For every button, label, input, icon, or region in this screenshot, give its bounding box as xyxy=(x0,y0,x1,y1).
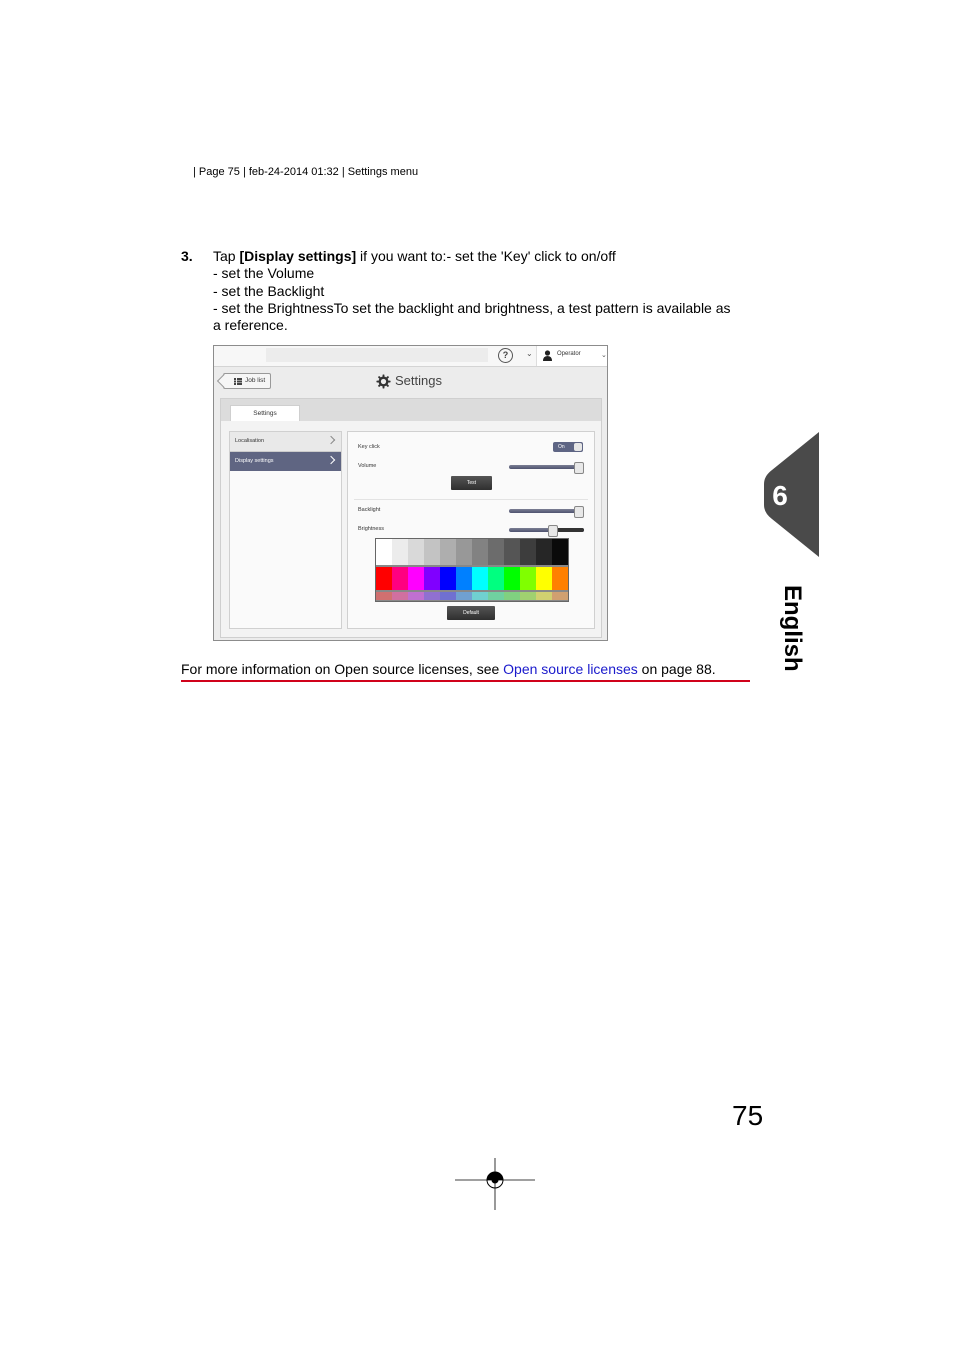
swatch-color-11 xyxy=(536,567,552,590)
backlight-slider[interactable] xyxy=(509,509,584,513)
chevron-down-icon[interactable]: ⌄ xyxy=(526,349,533,358)
swatch-pastel-7 xyxy=(472,592,488,600)
slider-handle[interactable] xyxy=(574,462,584,474)
settings-panel xyxy=(220,398,602,638)
page-header-line: | Page 75 | feb-24-2014 01:32 | Settings menu xyxy=(193,166,419,178)
swatch-color-7 xyxy=(472,567,488,590)
volume-slider[interactable] xyxy=(509,465,584,469)
top-bar-field xyxy=(266,348,488,362)
step-number: 3. xyxy=(181,248,193,264)
user-name: Operator xyxy=(557,351,581,357)
step-line-3: - set the Backlight xyxy=(213,282,325,299)
footer-text-after: on page 88. xyxy=(637,661,716,677)
job-list-button[interactable] xyxy=(223,373,271,389)
swatch-gray-12 xyxy=(552,539,568,565)
brightness-slider[interactable] xyxy=(509,528,584,532)
swatch-gray-3 xyxy=(408,539,424,565)
swatch-gray-10 xyxy=(520,539,536,565)
chevron-down-icon: ⌄ xyxy=(601,352,607,359)
swatch-gray-6 xyxy=(456,539,472,565)
swatch-gray-7 xyxy=(472,539,488,565)
display-settings-pane xyxy=(347,431,595,629)
swatch-pastel-4 xyxy=(424,592,440,600)
swatch-gray-8 xyxy=(488,539,504,565)
swatch-pastel-6 xyxy=(456,592,472,600)
swatch-pastel-1 xyxy=(376,592,392,600)
menu-item-label: Localisation xyxy=(235,438,265,444)
divider xyxy=(354,499,588,500)
backlight-label: Backlight xyxy=(358,507,381,513)
swatch-gray-9 xyxy=(504,539,520,565)
swatch-gray-2 xyxy=(392,539,408,565)
settings-screenshot xyxy=(213,345,608,641)
step-line-2: - set the Volume xyxy=(213,265,315,282)
chapter-language-label: English xyxy=(779,585,806,672)
menu-item-label: Display settings xyxy=(235,458,274,464)
swatch-color-1 xyxy=(376,567,392,590)
swatch-pastel-10 xyxy=(520,592,536,600)
job-list-label: Job list xyxy=(245,377,266,384)
settings-panel-body xyxy=(221,421,601,637)
volume-label: Volume xyxy=(358,463,377,469)
swatch-pastel-11 xyxy=(536,592,552,600)
test-pattern-color-row xyxy=(376,567,568,590)
page-number: 75 xyxy=(732,1100,764,1131)
step-bold-command: [Display settings] xyxy=(239,248,357,264)
swatch-color-5 xyxy=(440,567,456,590)
menu-item-localisation[interactable] xyxy=(230,432,341,452)
step-instructions xyxy=(213,248,758,334)
swatch-gray-1 xyxy=(376,539,392,565)
swatch-color-4 xyxy=(424,567,440,590)
registration-mark-icon xyxy=(455,1158,535,1210)
test-pattern xyxy=(375,538,569,602)
slider-handle[interactable] xyxy=(574,506,584,518)
key-click-value: On xyxy=(558,444,565,450)
test-button[interactable]: Test xyxy=(451,476,492,490)
swatch-color-3 xyxy=(408,567,424,590)
step-line-5: a reference. xyxy=(213,317,288,334)
swatch-pastel-5 xyxy=(440,592,456,600)
step-line1-suffix: if you want to:- set the 'Key' click to on/off xyxy=(356,248,616,264)
footer-text-before: For more information on Open source licenses, see xyxy=(181,661,504,677)
test-pattern-grayscale-row xyxy=(376,539,568,565)
chevron-right-icon xyxy=(327,436,335,444)
default-button[interactable]: Default xyxy=(447,606,495,620)
chevron-right-icon xyxy=(327,456,335,464)
settings-menu-list xyxy=(229,431,342,629)
swatch-gray-5 xyxy=(440,539,456,565)
brightness-label: Brightness xyxy=(358,526,384,532)
swatch-pastel-3 xyxy=(408,592,424,600)
toggle-knob xyxy=(574,443,582,451)
tab-settings[interactable]: Settings xyxy=(230,405,300,422)
top-bar xyxy=(214,346,607,367)
help-icon[interactable]: ? xyxy=(498,348,513,363)
swatch-color-6 xyxy=(456,567,472,590)
swatch-color-8 xyxy=(488,567,504,590)
swatch-pastel-8 xyxy=(488,592,504,600)
swatch-color-9 xyxy=(504,567,520,590)
swatch-color-2 xyxy=(392,567,408,590)
open-source-licenses-link[interactable]: Open source licenses xyxy=(503,661,638,677)
screen-title-text: Settings xyxy=(395,373,442,388)
swatch-pastel-12 xyxy=(552,592,568,600)
step-prefix: Tap xyxy=(213,248,240,264)
footer-reference xyxy=(181,661,716,677)
user-icon xyxy=(543,350,552,361)
swatch-pastel-2 xyxy=(392,592,408,600)
gear-icon xyxy=(376,374,391,389)
step-line-1 xyxy=(213,248,758,265)
user-menu[interactable] xyxy=(536,346,608,366)
swatch-gray-4 xyxy=(424,539,440,565)
grid-icon xyxy=(234,378,242,385)
step-line-4: - set the BrightnessTo set the backlight and brightness, a test pattern is available as xyxy=(213,299,731,316)
red-divider-rule xyxy=(181,680,750,682)
menu-item-display-settings[interactable] xyxy=(230,452,341,471)
key-click-toggle[interactable] xyxy=(553,442,583,452)
chapter-number: 6 xyxy=(772,480,788,511)
swatch-color-10 xyxy=(520,567,536,590)
slider-handle[interactable] xyxy=(548,525,558,537)
swatch-gray-11 xyxy=(536,539,552,565)
swatch-color-12 xyxy=(552,567,568,590)
back-arrow-icon xyxy=(217,374,231,388)
swatch-pastel-9 xyxy=(504,592,520,600)
key-click-label: Key click xyxy=(358,444,380,450)
test-pattern-pastel-row xyxy=(376,592,568,600)
